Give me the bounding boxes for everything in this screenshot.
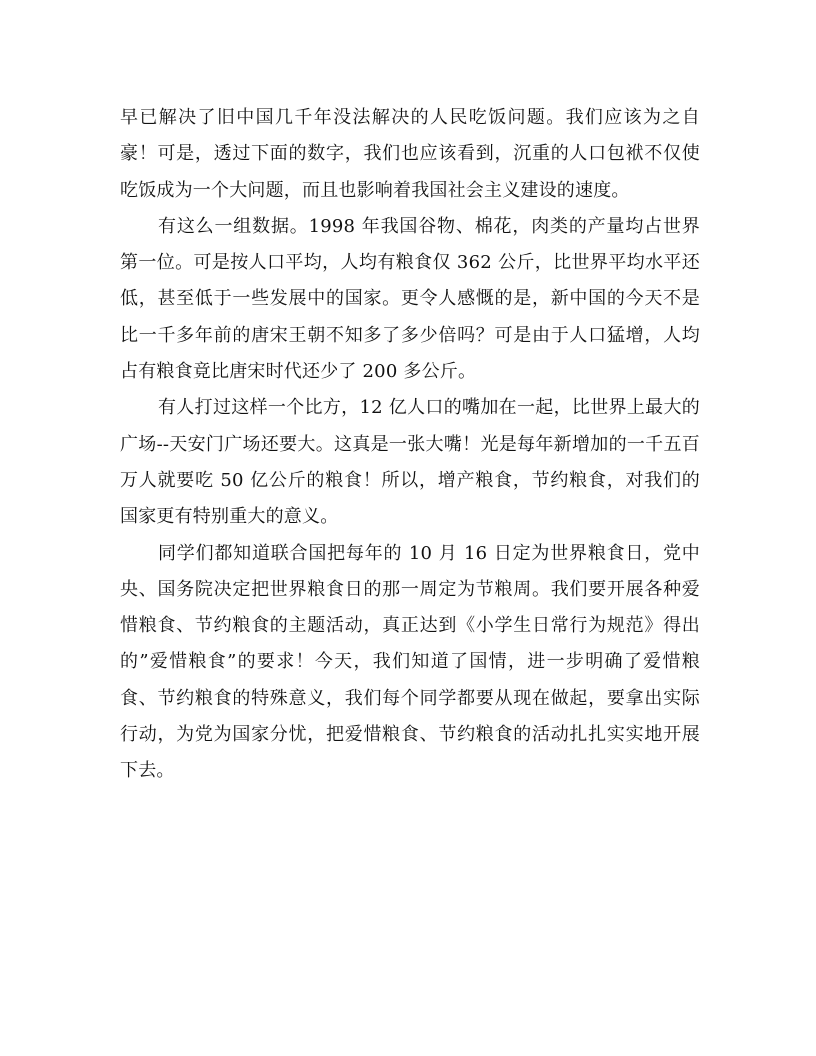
paragraph-3: 有人打过这样一个比方，12 亿人口的嘴加在一起，比世界上最大的广场--天安门广场还要大。这真是一张大嘴！光是每年新增加的一千五百万人就要吃 50 亿公斤的粮食！所以，增产粮食，节约粮食，对我们的国家更有特别重大的意义。 <box>120 397 700 528</box>
document-body <box>120 100 700 790</box>
paragraph-2: 有这么一组数据。1998 年我国谷物、棉花，肉类的产量均占世界第一位。可是按人口平均，人均有粮食仅 362 公斤，比世界平均水平还低，甚至低于一些发展中的国家。更令人感慨的是，新中国的今天不是比一千多年前的唐宋王朝不知多了多少倍吗？可是由于人口猛增，人均占有粮食竟比唐宋时代还少了 200 多公斤。 <box>120 215 700 383</box>
paragraph-1: 早已解决了旧中国几千年没法解决的人民吃饭问题。我们应该为之自豪！可是，透过下面的数字，我们也应该看到，沉重的人口包袱不仅使吃饭成为一个大问题，而且也影响着我国社会主义建设的速度。 <box>120 107 700 201</box>
paragraph-4: 同学们都知道联合国把每年的 10 月 16 日定为世界粮食日，党中央、国务院决定把世界粮食日的那一周定为节粮周。我们要开展各种爱惜粮食、节约粮食的主题活动，真正达到《小学生日常行为规范》得出的”爱惜粮食”的要求！今天，我们知道了国情，进一步明确了爱惜粮食、节约粮食的特殊意义，我们每个同学都要从现在做起，要拿出实际行动，为党为国家分忧，把爱惜粮食、节约粮食的活动扎扎实实地开展下去。 <box>120 542 700 782</box>
